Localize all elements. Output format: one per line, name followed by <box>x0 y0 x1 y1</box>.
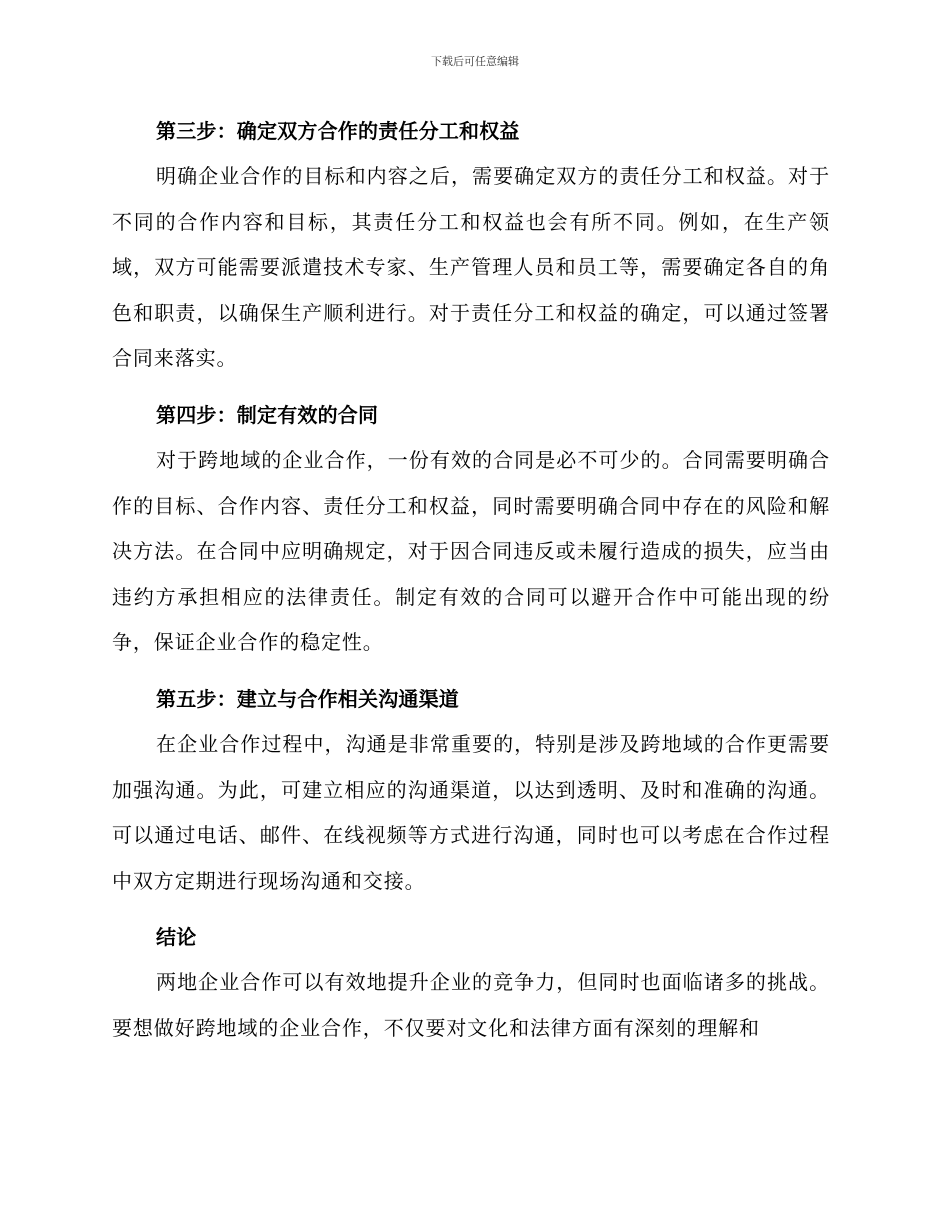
section-step-three <box>112 108 830 382</box>
section-step-four <box>112 392 830 666</box>
section-paragraph: 对于跨地域的企业合作，一份有效的合同是必不可少的。合同需要明确合作的目标、合作内容、责任分工和权益，同时需要明确合同中存在的风险和解决方法。在合同中应明确规定，对于因合同违反或未履行造成的损失，应当由违约方承担相应的法律责任。制定有效的合同可以避开合作中可能出现的纷争，保证企业合作的稳定性。 <box>112 447 830 655</box>
header-note: 下载后可任意编辑 <box>431 55 519 68</box>
section-heading: 第四步：制定有效的合同 <box>156 402 379 427</box>
section-heading: 第三步：确定双方合作的责任分工和权益 <box>156 119 520 143</box>
section-paragraph: 在企业合作过程中，沟通是非常重要的，特别是涉及跨地域的合作更需要加强沟通。为此，可建立相应的沟通渠道，以达到透明、及时和准确的沟通。可以通过电话、邮件、在线视频等方式进行沟通，同时也可以考虑在合作过程中双方定期进行现场沟通和交接。 <box>112 731 830 893</box>
section-heading: 结论 <box>156 925 197 950</box>
section-heading: 第五步：建立与合作相关沟通渠道 <box>156 686 459 711</box>
section-paragraph: 两地企业合作可以有效地提升企业的竞争力，但同时也面临诸多的挑战。要想做好跨地域的企业合作，不仅要对文化和法律方面有深刻的理解和 <box>112 970 830 1040</box>
section-paragraph: 明确企业合作的目标和内容之后，需要确定双方的责任分工和权益。对于不同的合作内容和目标，其责任分工和权益也会有所不同。例如，在生产领域，双方可能需要派遣技术专家、生产管理人员和员工等，需要确定各自的角色和职责，以确保生产顺利进行。对于责任分工和权益的确定，可以通过签署合同来落实。 <box>112 164 830 371</box>
section-conclusion <box>112 914 830 1051</box>
document-body <box>112 108 830 1062</box>
section-step-five <box>112 676 830 904</box>
